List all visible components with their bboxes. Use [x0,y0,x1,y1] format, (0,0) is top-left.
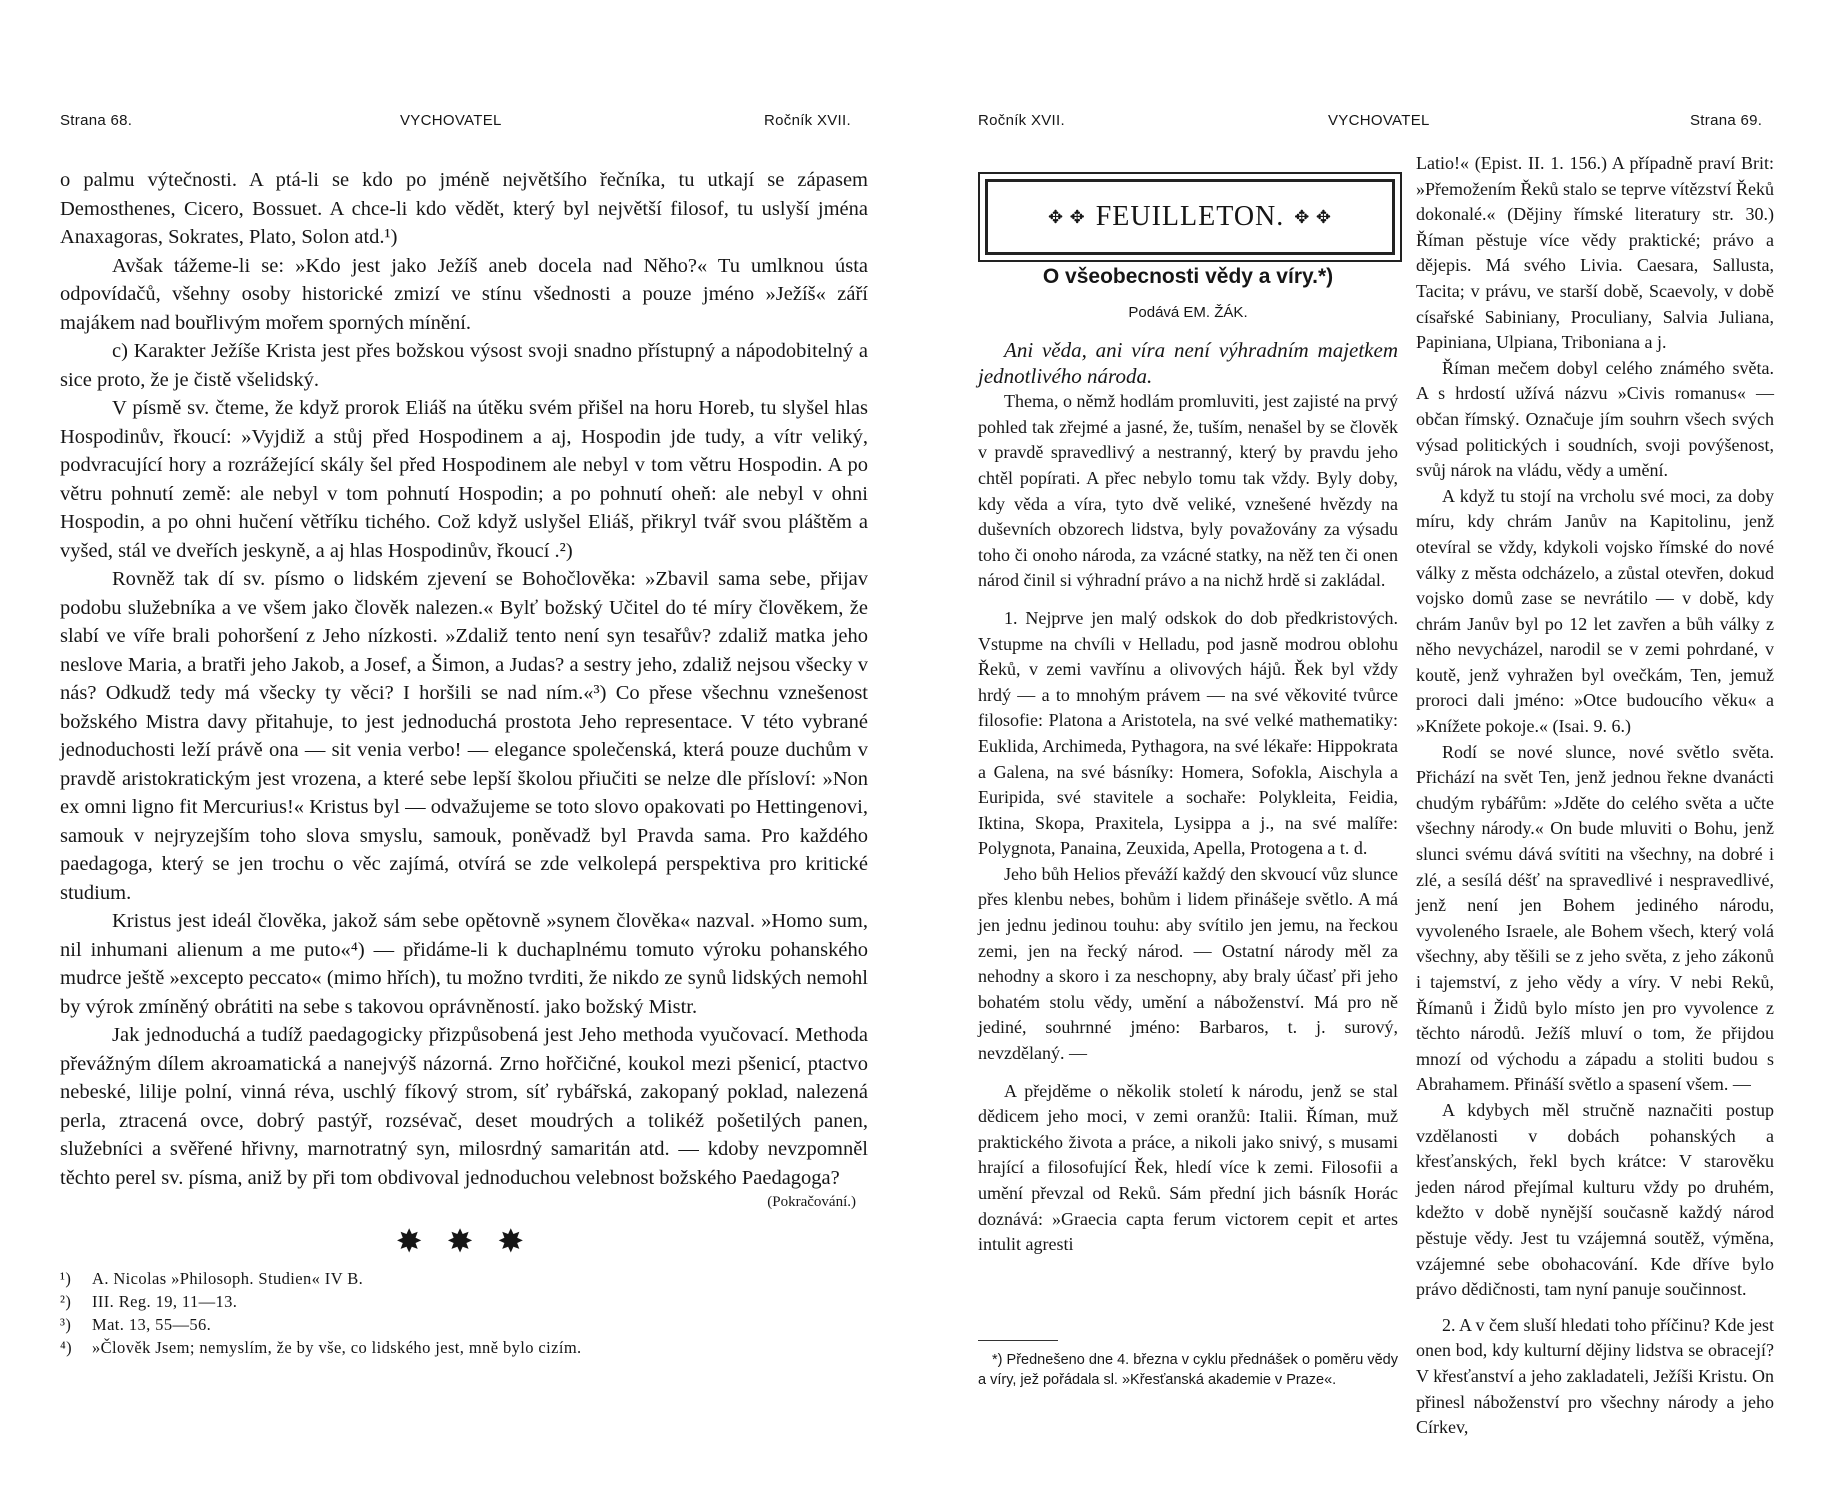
footnote: ²) III. Reg. 19, 11—13. [60,1292,238,1311]
paragraph: Říman mečem dobyl celého známého světa. A s hrdostí užívá názvu »Civis romanus« — občan římský. Označuje jím souhrn všech svých výsad politických i soudních, svoji povýšenost, svůj nárok na vládu, vědy a umění. [1416,357,1774,481]
paragraph: A když tu stojí na vrcholu své moci, za doby míru, kdy chrám Janův na Kapitolinu, jenž otevíral se vždy, kdykoli vojsko římské do nové války z města odcházelo, a zůstal otevřen, dokud vojsko domů zase se nevrátilo — v době, kdy chrám Janův byl po 12 let zavřen a bůh války z něho nevycházel, narodil se v zemi pohrdané, v koutě, jenž vyhražen byl ovečkám, Ten, jemuž proroci dali jméno: »Otce budoucího věku« a »Knížete pokoje.« (Isai. 9. 6.) [1416,485,1774,737]
footnote: ¹) A. Nicolas »Philosoph. Studien« IV B. [60,1269,364,1288]
paragraph: Rovněž tak dí sv. písmo o lidském zjevení se Bohočlověka: »Zbavil sama sebe, přijav podobu služebníka a ve všem jako člověk nalezen.« Bylť božský Učitel do té míry člověkem, že slabí ve víře brali pohoršení z Jeho nízkosti. »Zdaliž tento není syn tesařův? zdaliž matka jeho neslove Maria, a bratři jeho Jakob, a Josef, a Šimon, a Judas? a sestry jeho, zdaliž nejsou všecky v nás? Odkudž tedy má všecky ty věci? I horšili se nad ním.«³) Co přese všechnu vznešenost božského Mistra davy přitahuje, to jest jednoduchá prostota Jeho representace. V této vybrané jednoduchosti leží právě ona — sit venia verbo! — elegance společenská, která pouze duchům v pravdě aristokratickým jest vrozena, a které sebe lepší školou přiučiti se nelze dle přísloví: »Non ex omni ligno fit Mercurius!« Kristus byl — odvažujeme se toto slovo opakovati po Hettingenovi, samouk v nejryzejším toho slova smyslu, samouk, poněvadž byl Pravda sama. Pro každého paedagoga, který se jen trochu o věc zajímá, otvírá se zde velkolepá perspektiva pro kritické studium. [60,568,868,904]
right-page [918,0,1836,1500]
paragraph: Latio!« (Epist. II. 1. 156.) A případně praví Brit: »Přemožením Řeků stalo se teprve vítězství Řeků dokonalé.« (Dějiny římské literatury str. 30.) Říman pěstuje více vědy praktické; právo a dějepis. Má svého Livia. Caesara, Sallusta, Tacita; v právu, ve starší době, Scaevoly, v době císařské Sabiniany, Proculiany, Salvia Juliana, Papiniana, Ulpiana, Triboniana a j. [1416,153,1774,353]
footnote-rule [978,1340,1058,1341]
running-title-left: VYCHOVATEL [400,112,502,129]
paragraph: Thema, o němž hodlám promluviti, jest zajisté na prvý pohled tak zřejmé a jasné, že, tuším, nenašel by se člověk v pravdě spravedlivý a nestranný, který by pravdu jeho chtěl popírati. A přec nebylo tomu tak vždy. Byly doby, kdy věda a víra, tyto dvě veliké, vznešené hvězdy na duševních obzorech lidstva, byly považovány za výsadu toho či onoho národa, za vzácné statky, na něž ten či onen národ činil si výhradní právo a na nichž hrdě si zakládal. [978,391,1398,591]
page-number-right: Strana 69. [1690,112,1763,129]
byline: Podává EM. ŽÁK. [1128,303,1248,321]
volume-label-right: Ročník XVII. [978,112,1065,129]
paragraph: o palmu výtečnosti. A ptá-li se kdo po jméně největšího řečníka, tu utkají se zápasem Demosthenes, Cicero, Bossuet. A chce-li kdo vědět, který byl největší filosof, tu uslyší jména Anaxagoras, Sokrates, Plato, Solon atd.¹) [60,169,868,248]
paragraph: Jeho bůh Helios převáží každý den skvoucí vůz slunce přes klenbu nebes, bohům i lidem přinášeje světlo. A má jen jednu jedinou touhu: aby svítilo jen jemu, na řeckou zemi, jen na řecký národ. — Ostatní národy měl za nehodny a skoro i za neschopny, aby braly účasť při jeho bohatém stolu vědy, umění a náboženství. Má pro ně jediné, souhrnné jméno: Barbaros, t. j. surový, nevzdělaný. — [978,863,1398,1064]
ornament-icon: ✥ ✥ [1048,206,1086,227]
paragraph: V písmě sv. čteme, že když prorok Eliáš na útěku svém přišel na horu Horeb, tu slyšel hlas Hospodinův, řkoucí: »Vyjdiž a stůj před Hospodinem a aj, Hospodin jde tudy, a vítr veliký, podvracující hory a rozrážející skály šel před Hospodinem ale nebyl v tom větru Hospodin. A po větru pohnutí země: ale nebyl v tom pohnutí Hospodin; a po pohnutí oheň: ale nebyl v ohni Hospodin, a po ohni hučení větříku tichého. Což když uslyšel Eliáš, přikryl tvář svou pláštěm a vyšed, stál ve dveřích jeskyně, a aj hlas Hospodinův, řkoucí .²) [60,397,868,562]
left-body-text [60,166,868,1359]
article-column-1 [978,262,1398,1258]
paragraph: 2. A v čem sluší hledati toho příčinu? Kde jest onen bod, kdy kulturní dějiny lidstva se obracejí? V křesťanství a jeho zakladateli, Ježíši Kristu. On přinesl náboženství pro všechny národy a jeho Církev, [1416,1314,1774,1438]
article-title: O všeobecnosti vědy a víry.*) [1042,265,1334,288]
article-column-2 [1416,151,1774,1441]
feuilleton-label: FEUILLETON. [1095,201,1285,232]
footnote: ³) Mat. 13, 55—56. [60,1315,212,1334]
section-ornament: ✸ ✸ ✸ [395,1222,533,1259]
motto: Ani věda, ani víra není výhradním majetkem jednotlivého národa. [978,338,1398,389]
paragraph: 1. Nejprve jen malý odskok do dob předkristových. Vstupme na chvíli v Helladu, pod jasně modrou oblohu Řeků, v zemi vavřínu a olivových hájů. Řek byl vždy hrdý — a to mnohým právem — na své věkovité tvůrce filosofie: Platona a Aristotela, na své velké mathematiky: Euklida, Archimeda, Pythagora, na své lékaře: Hippokrata a Galena, na své básníky: Homera, Sofokla, Aischyla a Euripida, své stavitele a sochaře: Polykleita, Feidia, Iktina, Skopa, Praxitela, Lysippa a j., na své malíře: Polygnota, Panaina, Zeuxida, Apella, Protogena a t. d. [978,607,1398,859]
running-title-right: VYCHOVATEL [1328,112,1430,129]
feuilleton-banner [978,172,1402,262]
continued-note: (Pokračování.) [767,1194,856,1210]
paragraph: Jak jednoduchá a tudíž paedagogicky přizpůsobená jest Jeho methoda vyučovací. Methoda převážným dílem akroamatická a nanejvýš názorná. Zrno hořčičné, koukol mezi pšenicí, ptactvo nebeské, lilije polní, vinná réva, uschlý fíkový strom, síť rybářská, zakopaný poklad, nalezená perla, ztracená ovce, dobrý pastýř, rozsévač, deset moudrých a tolikéž pošetilých panen, služebníci a svěřené hřivny, marnotratný syn, milosrdný samaritán atd. — kdoby nevzpomněl těchto perel sv. písma, aniž by při tom obdivoval jednoduchou velebnost božského Paedagoga? [60,1024,868,1189]
ornament-icon: ✥ ✥ [1294,206,1332,227]
paragraph: c) Karakter Ježíše Krista jest přes božskou výsost svoji snadno přístupný a nápodobitelný a sice proto, že je čistě všelidský. [60,340,868,391]
paragraph: Kristus jest ideál člověka, jakož sám sebe opětovně »synem člověka« nazval. »Homo sum, nil inhumani alienum a me puto«⁴) — přidáme-li k duchaplnému tomuto výroku pohanského mudrce ještě »excepto peccato« (mimo hřích), tu možno tvrditi, že nikdo ze synů lidských nemohl by výrok zmíněný obrátiti na sebe s takovou oprávněností. jako božský Mistr. [60,910,868,1018]
paragraph: Avšak tážeme-li se: »Kdo jest jako Ježíš aneb docela nad Něho?« Tu umlknou ústa odpovídačů, všehny osoby historické zmizí ve stínu všednosti a pouze jméno »Ježíš« září majákem nad bouřlivým mořem sporných mínění. [60,254,868,334]
footnote: ⁴) »Člověk Jsem; nemyslím, že by vše, co lidského jest, mně bylo cizím. [60,1338,582,1357]
article-footnote-block [978,1350,1398,1390]
paragraph: A přejděme o několik století k národu, jenž se stal dědicem jeho moci, v zemi oranžů: Italii. Říman, muž praktického života a práce, a nikoli jako snivý, s musami hrající a filosofující Řek, hledí více k zemi. Filosofii a umění převzal od Reků. Sám přední jich básník Horác doznává: »Graecia capta ferum victorem cepit et artes intulit agresti [978,1080,1398,1255]
paragraph: A kdybych měl stručně naznačiti postup vzdělanosti v dobách pohanských a křesťanských, řekl bych krátce: V starověku jeden národ přejímal kulturu vždy po druhém, kdežto v době nynější současně každý národ pěstuje vědy. Jest tu vzájemná soutěž, výměna, vzájemné sebe obohacování. Kde dříve bylo právo dědičnosti, tam nyní panuje součinnost. [1416,1099,1774,1300]
volume-label-left: Ročník XVII. [764,112,851,129]
article-footnote: *) Přednešeno dne 4. března v cyklu přednášek o poměru vědy a víry, jež pořádala sl. »Křesťanská akademie v Praze«. [978,1352,1398,1388]
page-number-left: Strana 68. [60,112,133,129]
paragraph: Rodí se nové slunce, nové světlo světa. Přichází na svět Ten, jenž jednou řekne dvanácti chudým rybářům: »Jděte do celého světa a učte všechny národy.« On bude mluviti o Bohu, jenž slunci svému dává svítiti na všechny, na dobré i zlé, a sesílá déšť na spravedlivé i nespravedlivé, jenž není jen Bohem jediného národu, vyvoleného Israele, ale Bohem všech, který volá všechny, aby těšili se z jeho světa, z jeho zákonů i tajemství, z jeho vědy a víry. V nebi Reků, Římanů i Židů bylo místo jen pro vyvolence z těchto národů. Ježíš mluví o tom, že přijdou mnozí od východu a západu a stoliti budou s Abrahamem. Přináší světlo a spasení všem. — [1416,741,1774,1095]
